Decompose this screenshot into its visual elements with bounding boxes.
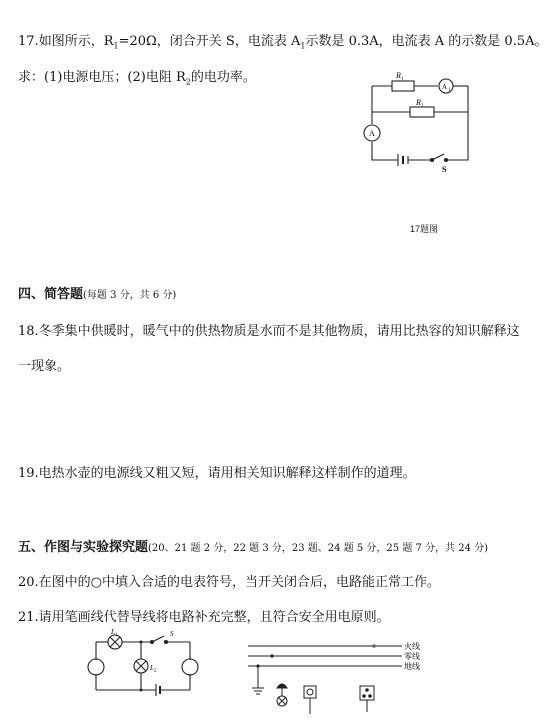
switch-box — [304, 686, 316, 698]
q17-line2: 求：(1)电源电压；(2)电阻 $R_2$的电功率。 — [18, 70, 256, 87]
svg-text:零线: 零线 — [404, 652, 420, 661]
svg-text:L: L — [111, 628, 115, 636]
q17-line1: 17.如图所示，$R_1=20\Omega$，闭合开关 S，电流表 $A_1$示数是 0.3A，电流表 A 的示数是 0.5A。 — [18, 34, 548, 51]
section4-heading: 四、简答题(每题 3 分，共 6 分) — [18, 287, 177, 302]
svg-text:L: L — [150, 664, 154, 672]
svg-text:S: S — [170, 630, 174, 638]
svg-text:1: 1 — [115, 633, 118, 638]
meter-circle-left — [88, 659, 104, 675]
q17-circuit-diagram — [360, 62, 490, 172]
q18-line1: 18.冬季集中供暖时，暖气中的供热物质是水而不是其他物质，请用比热容的知识解释这 — [18, 324, 520, 339]
svg-text:R: R — [416, 98, 421, 107]
svg-text:1: 1 — [401, 77, 404, 82]
svg-text:R: R — [396, 71, 401, 80]
q19-text: 19.电热水壶的电源线又粗又短，请用相关知识解释这样制作的道理。 — [18, 466, 416, 481]
svg-text:S: S — [442, 165, 447, 174]
q20-circuit-diagram — [86, 628, 206, 698]
q21-wiring-diagram — [244, 638, 444, 718]
section5-heading: 五、作图与实验探究题(20、21 题 2 分，22 题 3 分，23 题、24 题 5 分，25 题 7 分，共 24 分) — [18, 540, 489, 555]
svg-text:火线: 火线 — [404, 642, 420, 651]
svg-text:2: 2 — [154, 669, 157, 674]
svg-text:A: A — [442, 83, 448, 91]
socket — [360, 686, 374, 700]
svg-text:1: 1 — [448, 88, 451, 93]
svg-text:A: A — [369, 129, 375, 138]
r1-resistor — [392, 81, 414, 91]
svg-text:2: 2 — [421, 104, 424, 109]
q17-figure-caption: 17题图 — [410, 224, 439, 234]
q20-text: 20.在图中的○中填入合适的电表符号，当开关闭合后，电路能正常工作。 — [18, 575, 441, 590]
svg-text:地线: 地线 — [404, 662, 420, 671]
q18-line2: 一现象。 — [18, 359, 71, 374]
q21-text: 21.请用笔画线代替导线将电路补充完整，且符合安全用电原则。 — [18, 610, 390, 625]
meter-circle-right — [182, 659, 198, 675]
